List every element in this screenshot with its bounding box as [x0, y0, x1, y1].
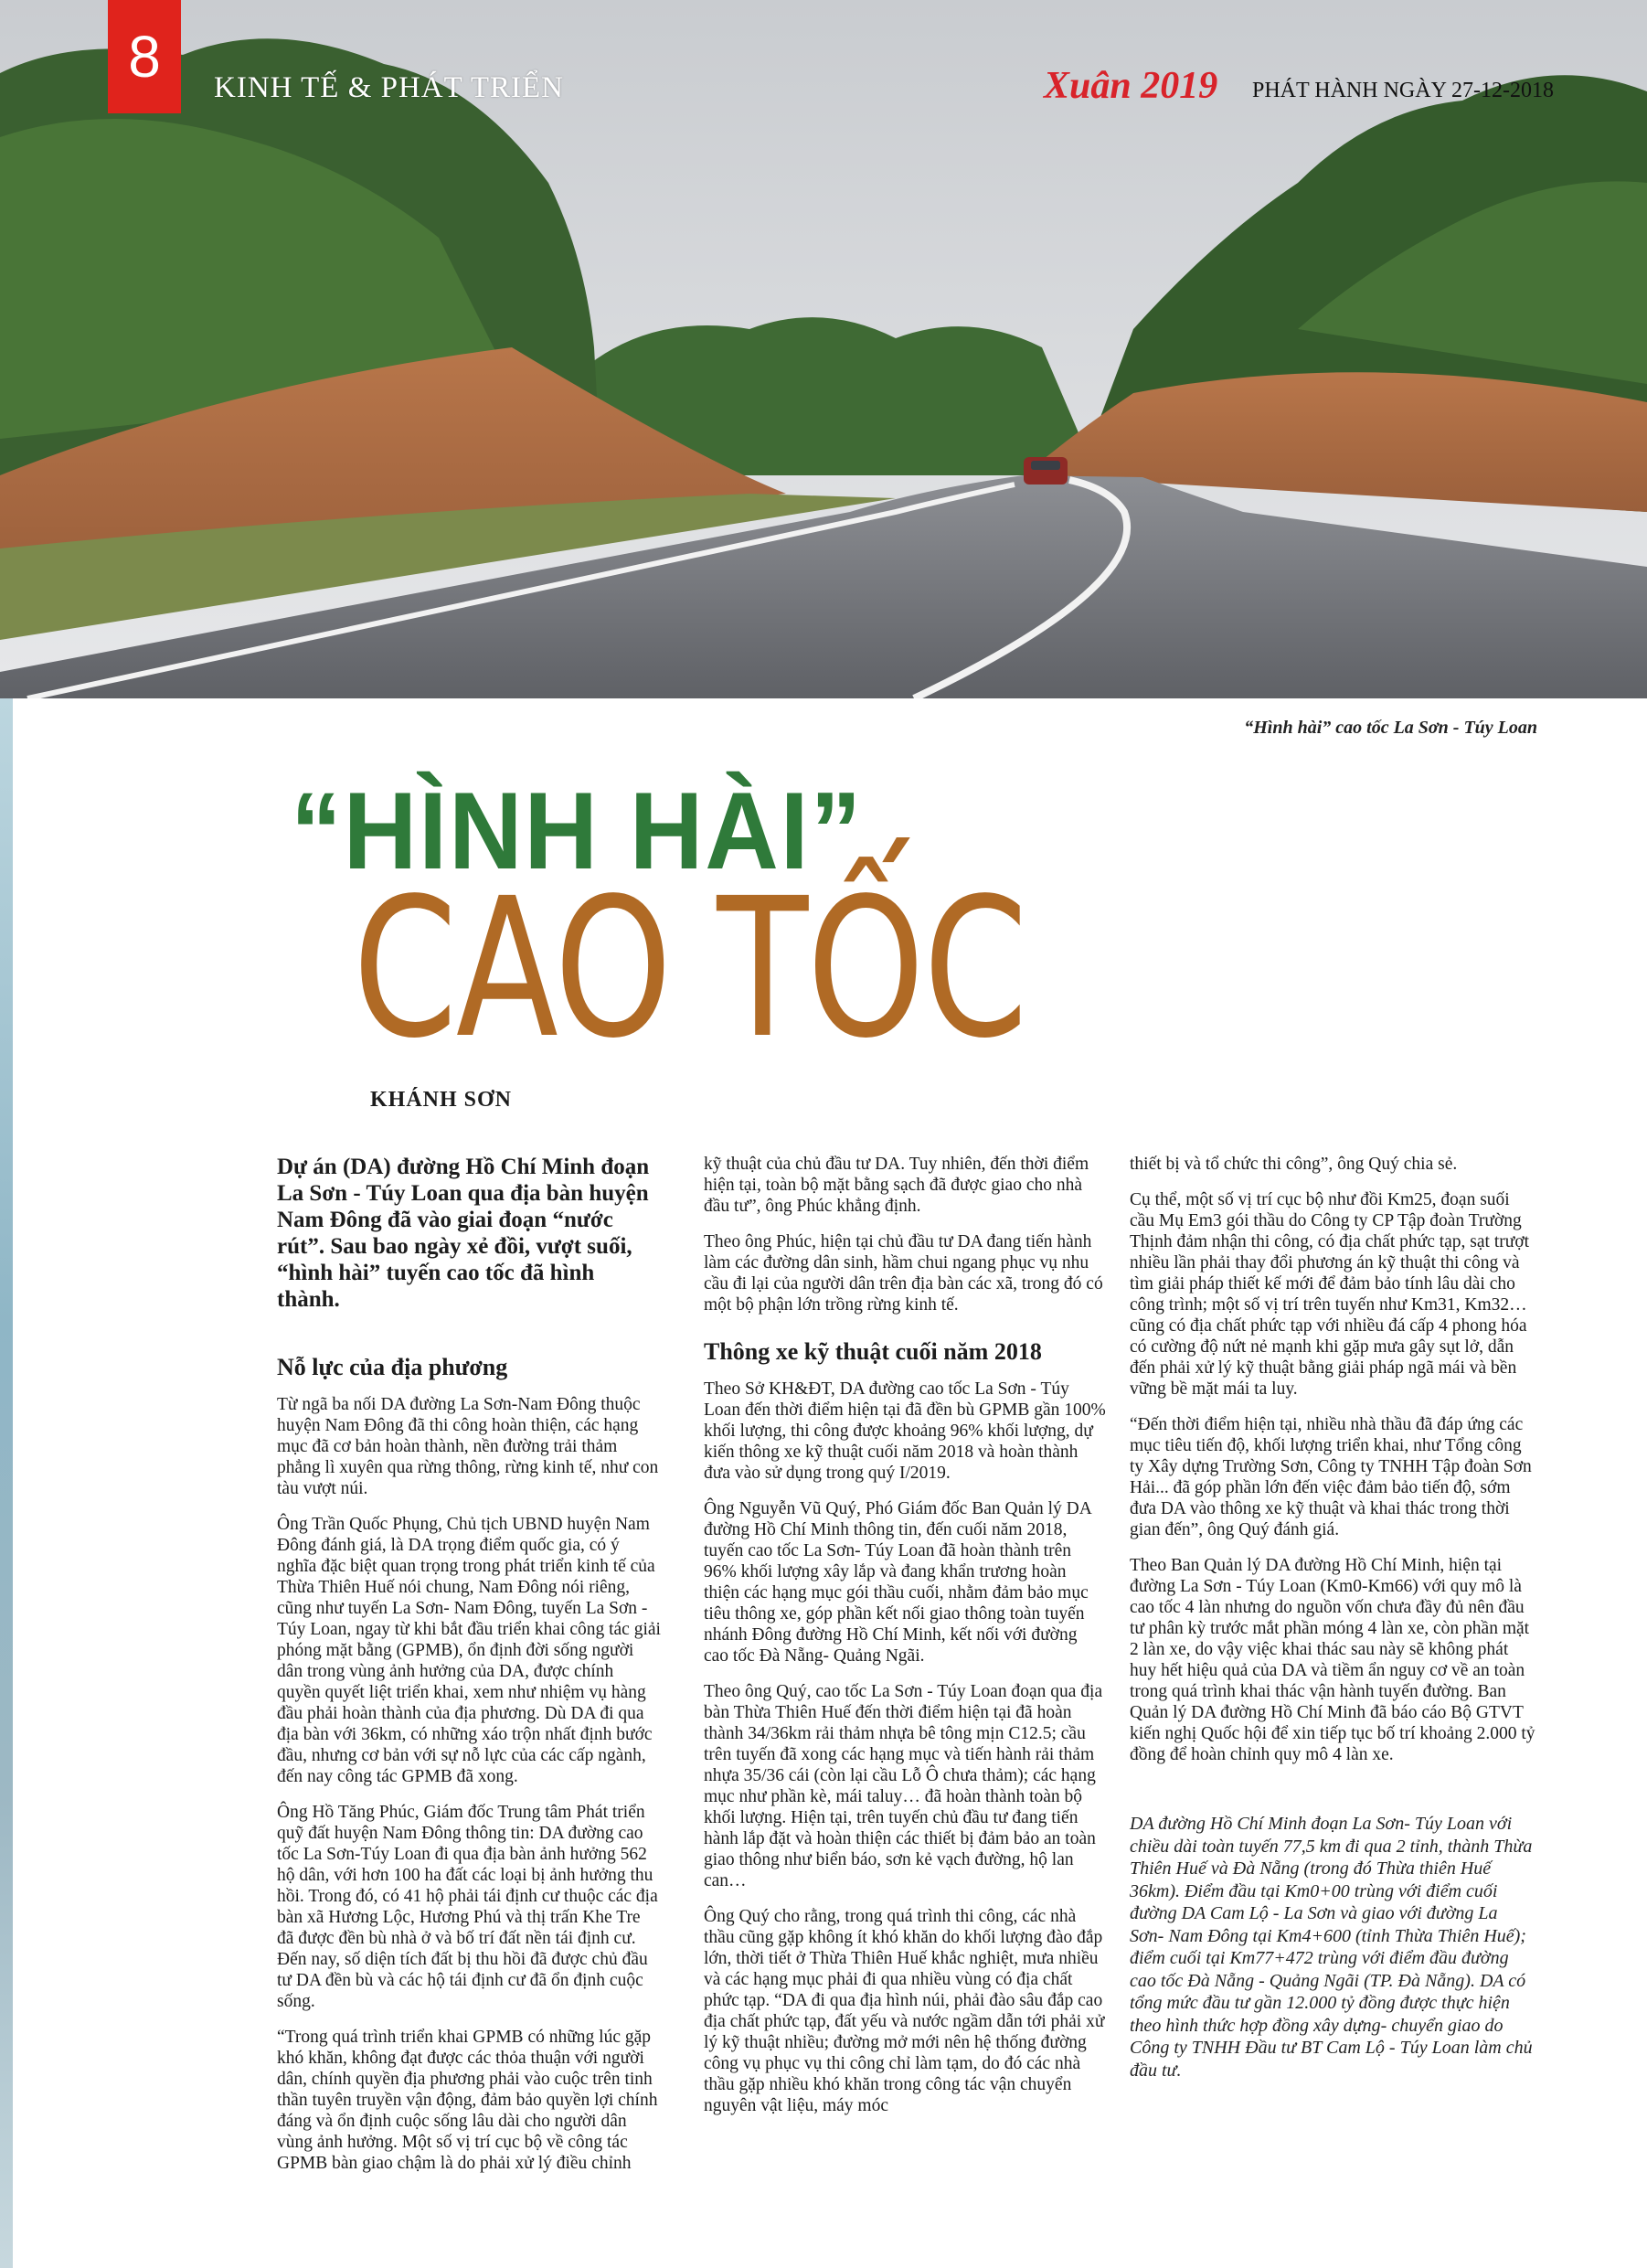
paragraph: Ông Hồ Tăng Phúc, Giám đốc Trung tâm Phát triển quỹ đất huyện Nam Đông thông tin: DA đường cao tốc La Sơn-Túy Loan đi qua địa bàn ảnh hưởng 562 hộ dân, với hơn 100 ha đất các loại bị ảnh hưởng thu hồi. Trong đó, có 41 hộ phải tái định cư thuộc các địa bàn xã Hương Lộc, Hương Phú và thị trấn Khe Tre đã được đền bù nhà ở và bố trí đất nền tái định cư. Đến nay, số diện tích đất bị thu hồi đã được chủ đầu tư DA đền bù và các hộ tái định cư đã ổn định cuộc sống. — [277, 1803, 658, 2011]
article-column-2 — [704, 1154, 1106, 2131]
info-box: DA đường Hồ Chí Minh đoạn La Sơn- Túy Loan với chiều dài toàn tuyến 77,5 km đi qua 2 tỉnh, thành Thừa Thiên Huế và Đà Nẵng (trong đó Thừa thiên Huế 36km). Điểm đầu tại Km0+00 trùng với điểm cuối đường DA Cam Lộ - La Sơn và giao với đường La Sơn- Nam Đông tại Km4+600 (tỉnh Thừa Thiên Huế); điểm cuối tại Km77+472 trùng với điểm đầu đường cao tốc Đà Nẵng - Quảng Ngãi (TP. Đà Nẵng). DA có tổng mức đầu tư gần 12.000 tỷ đồng được thực hiện theo hình thức hợp đồng xây dựng- chuyển giao do Công ty TNHH Đầu tư BT Cam Lộ - Túy Loan làm chủ đầu tư. — [1130, 1814, 1533, 2081]
lead-paragraph: Dự án (DA) đường Hồ Chí Minh đoạn La Sơn - Túy Loan qua địa bàn huyện Nam Đông đã vào giai đoạn “nước rút”. Sau bao ngày xẻ đồi, vượt suối, “hình hài” tuyến cao tốc đã hình thành. — [277, 1155, 650, 1312]
paragraph: Theo ông Quý, cao tốc La Sơn - Túy Loan đoạn qua địa bàn Thừa Thiên Huế đến thời điểm hiện tại đã hoàn thành 34/36km rải thảm nhựa bê tông mịn C12.5; cầu trên tuyến đã xong các hạng mục và tiến hành rải thảm nhựa 35/36 cái (còn lại cầu Lỗ Ô chưa thảm); các hạng mục như phần kè, mái taluy… đã hoàn thành toàn bộ khối lượng. Hiện tại, trên tuyến chủ đầu tư đang tiến hành lắp đặt và hoàn thiện các thiết bị đảm bảo an toàn giao thông như biển báo, sơn kẻ vạch đường, hộ lan can… — [704, 1682, 1103, 1890]
paragraph: kỹ thuật của chủ đầu tư DA. Tuy nhiên, đến thời điểm hiện tại, toàn bộ mặt bằng sạch đã được giao cho nhà đầu tư”, ông Phúc khẳng định. — [704, 1155, 1089, 1216]
paragraph: thiết bị và tổ chức thi công”, ông Quý chia sẻ. — [1130, 1155, 1458, 1174]
paragraph: Theo Sở KH&ĐT, DA đường cao tốc La Sơn - Túy Loan đến thời điểm hiện tại đã đền bù GPMB gần 100% khối lượng, thi công được khoảng 96% khối lượng, dự kiến thông xe kỹ thuật cuối năm 2018 và hoàn thành đưa vào sử dụng trong quý I/2019. — [704, 1379, 1106, 1483]
paragraph: Cụ thể, một số vị trí cục bộ như đồi Km25, đoạn suối cầu Mụ Em3 gói thầu do Công ty CP Tập đoàn Trường Thịnh đảm nhận thi công, có địa chất phức tạp, sạt trượt nhiều lần phải thay đổi phương án kỹ thuật thi công và tìm giải pháp thiết kế mới để đảm bảo tính lâu dài cho công trình; một số vị trí trên tuyến như Km31, Km32… cũng có địa chất phức tạp với nhiều đá cấp 4 phong hóa có cường độ nứt nẻ mạnh khi gặp mưa gây sụt lở, dẫn đến phải xử lý kỹ thuật bằng giải pháp ngã mái và bền vững bề mặt mái ta luy. — [1130, 1190, 1530, 1399]
article-column-3 — [1130, 1154, 1535, 2096]
paragraph: Từ ngã ba nối DA đường La Sơn-Nam Đông thuộc huyện Nam Đông đã thi công hoàn thiện, các hạng mục đã cơ bản hoàn thành, nền đường trải thảm phẳng lì xuyên qua rừng thông, rừng kinh tế, như con tàu vượt núi. — [277, 1395, 659, 1498]
paragraph: “Đến thời điểm hiện tại, nhiều nhà thầu đã đáp ứng các mục tiêu tiến độ, khối lượng triển khai, như Tổng công ty Xây dựng Trường Sơn, Công ty TNHH Tập đoàn Sơn Hải... đã góp phần lớn đến việc đảm bảo tiến độ, sớm đưa DA vào thông xe kỹ thuật và khai thác trong thời gian đến”, ông Quý đánh giá. — [1130, 1415, 1532, 1539]
article-column-1 — [277, 1154, 661, 2188]
headline-line2: CAO TỐC — [353, 857, 1026, 1081]
paragraph: Theo Ban Quản lý DA đường Hồ Chí Minh, hiện tại đường La Sơn - Túy Loan (Km0-Km66) với quy mô là cao tốc 4 làn nhưng do nguồn vốn chưa đầy đủ nên đầu tư phân kỳ trước mắt phần móng 4 làn xe, còn phần mặt 2 làn xe, do vậy việc khai thác sau này sẽ không phát huy hết hiệu quả của DA và tiềm ẩn nguy cơ về an toàn trong quá trình khai thác vận hành tuyến đường. Ban Quản lý DA đường Hồ Chí Minh đã báo cáo Bộ GTVT kiến nghị Quốc hội để xin tiếp tục bố trí khoảng 2.000 tỷ đồng để hoàn chỉnh quy mô 4 làn xe. — [1130, 1556, 1535, 1764]
paragraph: Ông Trần Quốc Phụng, Chủ tịch UBND huyện Nam Đông đánh giá, là DA trọng điểm quốc gia, có ý nghĩa đặc biệt quan trọng trong phát triển kinh tế của Thừa Thiên Huế nói chung, Nam Đông nói riêng, cũng như tuyến La Sơn- Nam Đông, tuyến La Sơn - Túy Loan, ngay từ khi bắt đầu triển khai công tác giải phóng mặt bằng (GPMB), ổn định đời sống người dân trong vùng ảnh hưởng của DA, được chính quyền quyết liệt triển khai, xem như nhiệm vụ hàng đầu phải hoàn thành của địa phương. Dù DA đi qua địa bàn với 36km, có những xáo trộn nhất định bước đầu, nhưng cơ bản với sự nỗ lực của các cấp ngành, đến nay công tác GPMB đã xong. — [277, 1515, 661, 1786]
paragraph: “Trong quá trình triển khai GPMB có những lúc gặp khó khăn, không đạt được các thỏa thuận với người dân, chính quyền địa phương phải vào cuộc trên tinh thần tuyên truyền vận động, đảm bảo quyền lợi chính đáng và ổn định cuộc sống lâu dài cho người dân vùng ảnh hưởng. Một số vị trí cục bộ về công tác GPMB bàn giao chậm là do phải xử lý điều chỉnh — [277, 2028, 658, 2173]
subheading: Thông xe kỹ thuật cuối năm 2018 — [704, 1338, 1042, 1365]
photo-caption: “Hình hài” cao tốc La Sơn - Túy Loan — [1244, 718, 1537, 738]
page-number: 8 — [108, 0, 181, 113]
headline-line1: “HÌNH HÀI” — [291, 770, 864, 892]
paragraph: Ông Nguyễn Vũ Quý, Phó Giám đốc Ban Quản lý DA đường Hồ Chí Minh thông tin, đến cuối năm 2018, tuyến cao tốc La Sơn- Túy Loan đã hoàn thành trên 96% khối lượng xây lắp và đang khẩn trương hoàn thiện các hạng mục gói thầu cuối, nhằm đảm bảo mục tiêu thông xe, góp phần kết nối giao thông toàn tuyến nhánh Đông đường Hồ Chí Minh, kết nối với đường cao tốc Đà Nẵng- Quảng Ngãi. — [704, 1499, 1091, 1666]
paragraph: Ông Quý cho rằng, trong quá trình thi công, các nhà thầu cũng gặp không ít khó khăn do khối lượng đào đắp lớn, thời tiết ở Thừa Thiên Huế khắc nghiệt, mưa nhiều và các hạng mục phải đi qua nhiều vùng có địa chất phức tạp. “DA đi qua địa hình núi, phải đào sâu đắp cao địa chất phức tạp, đất yếu và nước ngầm dẫn tới phải xử lý kỹ thuật nhiều; đường mở mới nên hệ thống đường công vụ phục vụ thi công chỉ làm tạm, do đó các nhà thầu gặp nhiều khó khăn trong công tác vận chuyển nguyên vật liệu, máy móc — [704, 1907, 1105, 2115]
release-date: PHÁT HÀNH NGÀY 27-12-2018 — [1252, 79, 1554, 102]
issue-label: Xuân 2019 — [1044, 65, 1218, 107]
subheading: Nỗ lực của địa phương — [277, 1354, 508, 1380]
paragraph: Theo ông Phúc, hiện tại chủ đầu tư DA đang tiến hành làm các đường dân sinh, hầm chui ngang phục vụ nhu cầu đi lại của người dân trên địa bàn các xã, trong đó có một bộ phận lớn trồng rừng kinh tế. — [704, 1232, 1103, 1315]
author-byline: KHÁNH SƠN — [370, 1088, 513, 1112]
left-edge-photo-strip — [0, 698, 13, 2268]
section-title: KINH TẾ & PHÁT TRIỂN — [214, 71, 564, 104]
